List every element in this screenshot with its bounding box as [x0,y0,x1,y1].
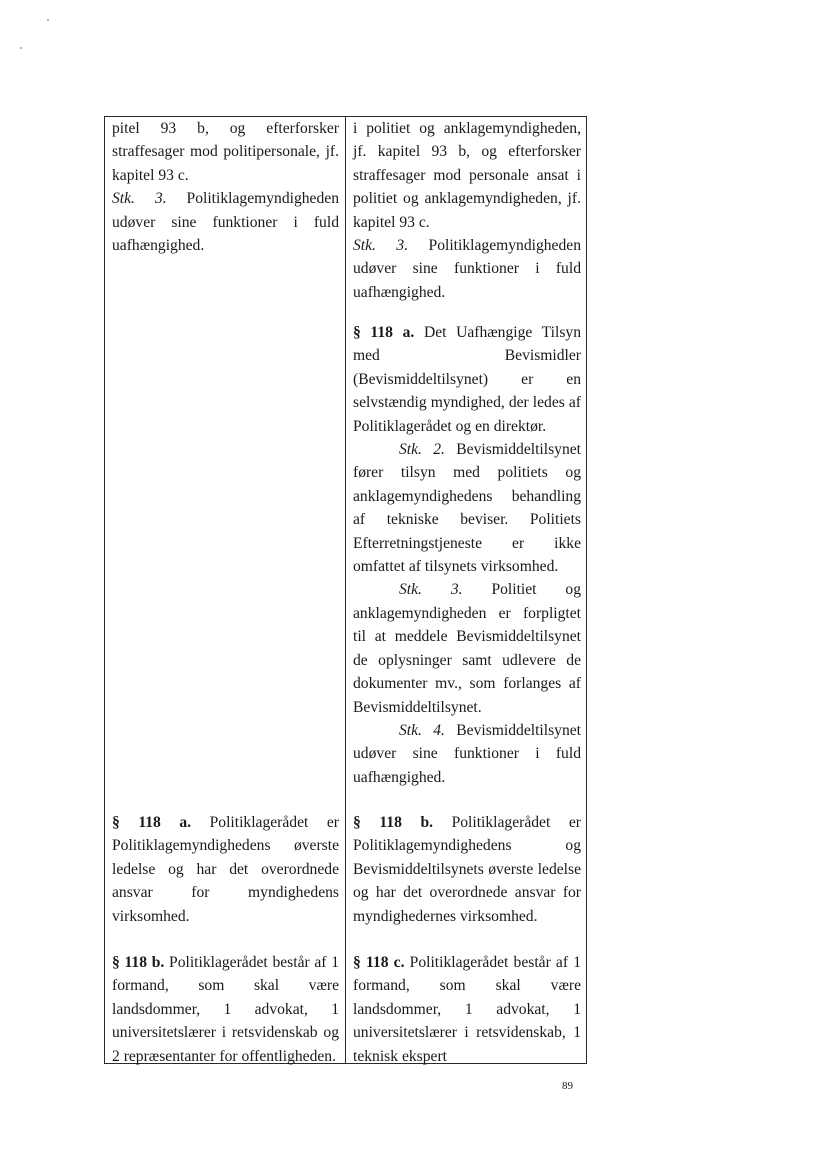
right-block-118c [353,951,581,1068]
right-block-118a [353,321,581,789]
section-number: § 118 b. [353,814,434,831]
right-paragraph: § 118 c. Politiklagerådet består af 1 formand, som skal være landsdommer, 1 advokat, 1 universitetslærer i retsvidenskab, 1 teknisk ekspert [353,954,581,1065]
stk-label: Stk. 4. [399,721,445,739]
left-block-1 [112,117,339,257]
right-text: i politiet og anklagemyndigheden, jf. kapitel 93 b, og efterforsker straffesager mod personale ansat i politiet og anklagemyndigheden, jf. kapitel 93 c. [353,120,581,231]
scan-speck [47,19,49,21]
right-stk-2: Stk. 2. Bevismiddeltilsynet fører tilsyn med politiets og anklagemyndighedens behandling af tekniske beviser. Politiets Efterretningstjeneste er ikke omfattet af tilsynets virksomhed. [353,441,581,576]
left-stk-3: Stk. 3. Politiklagemyndigheden udøver sine funktioner i fuld uafhængighed. [112,190,339,255]
section-number: § 118 a. [112,814,192,831]
section-number: § 118 b. [112,954,165,971]
stk-label: Stk. 2. [399,441,445,459]
section-number: § 118 a. [353,324,415,341]
left-text: pitel 93 b, og efterforsker straffesager mod politipersonale, jf. kapitel 93 c. [112,120,339,184]
stk-label: Stk. 3. [399,581,463,599]
scan-speck [20,47,22,49]
stk-label: Stk. 3. [353,237,409,255]
left-paragraph: § 118 b. Politiklagerådet består af 1 formand, som skal være landsdommer, 1 advokat, 1 universitetslærer i retsvidenskab og 2 repræsentanter for offentligheden. [112,954,339,1065]
right-block-118b [353,811,581,928]
right-stk-3: Stk. 3. Politiklagemyndigheden udøver sine funktioner i fuld uafhængighed. [353,237,581,301]
right-stk-3: Stk. 3. Politiet og anklagemyndigheden er forpligtet til at meddele Bevismiddeltilsynet de oplysninger samt udlevere de dokumenter mv., som forlanges af Bevismiddeltilsynet. [353,581,581,716]
comparison-table [104,116,587,1064]
stk-label: Stk. 3. [112,190,167,208]
left-block-118b [112,951,339,1068]
right-paragraph: § 118 a. Det Uafhængige Tilsyn med Bevismidler (Bevismiddeltilsynet) er en selvstændig myndighed, der ledes af Politiklagerådet og en direktør. [353,324,581,435]
right-block-1 [353,117,581,304]
section-number: § 118 c. [353,954,405,971]
page-number: 89 [562,1080,573,1092]
left-block-118a [112,811,339,928]
column-divider [345,117,346,1063]
right-paragraph: § 118 b. Politiklagerådet er Politiklagemyndighedens og Bevismiddeltilsynets øverste ledelse og har det overordnede ansvar for myndighedernes virksomhed. [353,814,581,925]
left-paragraph: § 118 a. Politiklagerådet er Politiklagemyndighedens øverste ledelse og har det overordnede ansvar for myndighedens virksomhed. [112,814,339,925]
right-stk-4: Stk. 4. Bevismiddeltilsynet udøver sine funktioner i fuld uafhængighed. [353,721,581,786]
